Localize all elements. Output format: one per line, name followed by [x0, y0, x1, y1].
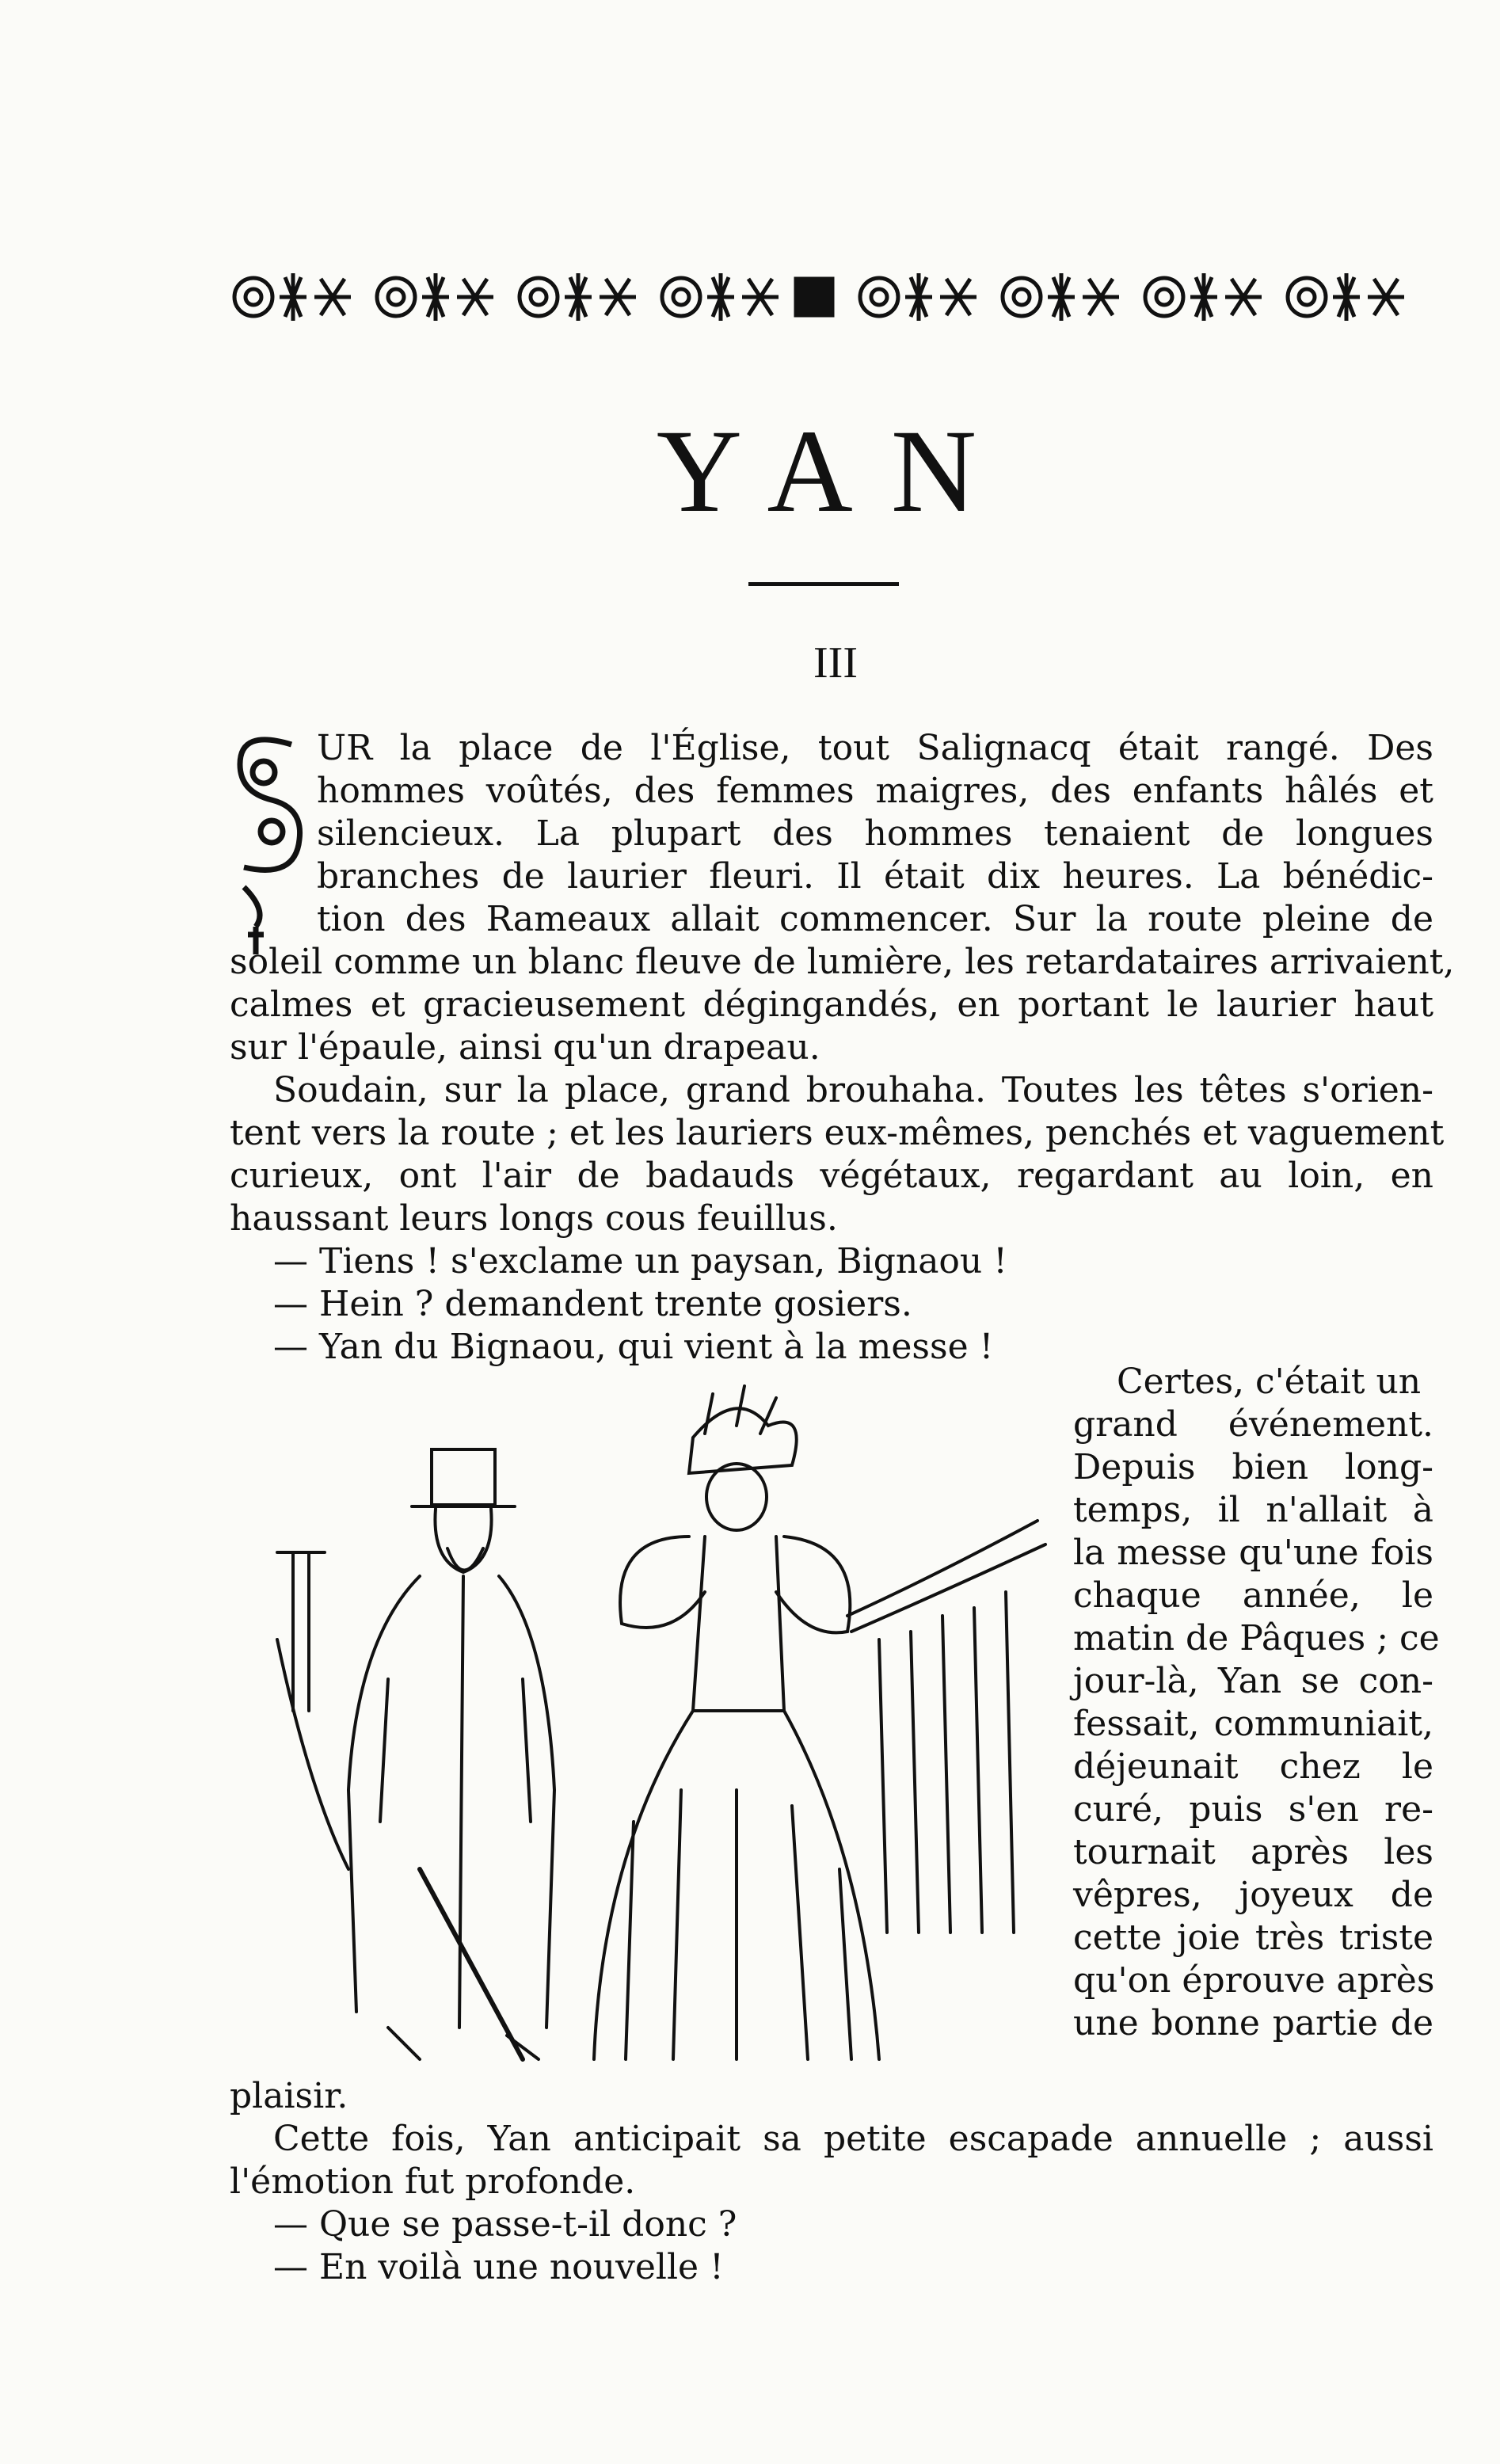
text-line: Cette fois, Yan anticipait sa petite escapade annuelle ; aussi — [273, 2119, 1433, 2159]
dialogue-line: — Yan du Bignaou, qui vient à la messe ! — [273, 1327, 994, 1367]
text-line: silencieux. La plupart des hommes tenaient de longues — [317, 813, 1433, 854]
text-line: la messe qu'une fois — [1073, 1533, 1433, 1573]
chapter-number: III — [813, 638, 858, 687]
text-line: cette joie très triste — [1073, 1918, 1433, 1958]
intro-paragraphs — [230, 727, 1455, 1369]
text-line: tent vers la route ; et les lauriers eux-mêmes, penchés et vaguement — [230, 1113, 1445, 1153]
text-line: sur l'épaule, ainsi qu'un drapeau. — [230, 1027, 820, 1068]
text-line: hommes voûtés, des femmes maigres, des enfants hâlés et — [317, 771, 1433, 811]
text-line: haussant leurs longs cous feuillus. — [230, 1198, 838, 1239]
couple-engraving-illustration-icon — [261, 1378, 1053, 2075]
text-line: Soudain, sur la place, grand brouhaha. Toutes les têtes s'orien- — [273, 1070, 1433, 1110]
text-line: matin de Pâques ; ce — [1073, 1618, 1440, 1659]
text-line: UR la place de l'Église, tout Salignacq était rangé. Des — [317, 728, 1433, 768]
text-line: temps, il n'allait à — [1073, 1490, 1433, 1530]
dialogue-line: — En voilà une nouvelle ! — [273, 2247, 724, 2287]
title-divider — [748, 582, 899, 586]
text-line: curé, puis s'en re- — [1073, 1789, 1433, 1830]
text-line: l'émotion fut profonde. — [230, 2161, 636, 2202]
text-line: une bonne partie de — [1073, 2003, 1433, 2043]
text-line: déjeunait chez le — [1073, 1746, 1433, 1787]
text-line: grand événement. — [1073, 1404, 1433, 1445]
text-line: jour-là, Yan se con- — [1073, 1661, 1433, 1701]
floral-band-ornament-icon — [226, 269, 1430, 325]
text-line: vêpres, joyeux de — [1073, 1875, 1433, 1915]
text-line: tournait après les — [1073, 1832, 1433, 1872]
dialogue-line: — Tiens ! s'exclame un paysan, Bignaou ! — [273, 1241, 1007, 1282]
text-line: soleil comme un blanc fleuve de lumière, les retardataires arrivaient, — [230, 942, 1455, 982]
closing-paragraphs — [230, 2075, 1433, 2289]
text-line: tion des Rameaux allait commencer. Sur la route pleine de — [317, 899, 1433, 939]
side-column-text — [1073, 1361, 1440, 2045]
text-line: qu'on éprouve après — [1073, 1960, 1435, 2001]
text-line: chaque année, le — [1073, 1575, 1433, 1616]
dialogue-line: — Hein ? demandent trente gosiers. — [273, 1284, 912, 1324]
dialogue-line: — Que se passe-t-il donc ? — [273, 2204, 737, 2245]
text-line: plaisir. — [230, 2076, 348, 2116]
text-line: calmes et gracieusement dégingandés, en portant le laurier haut — [230, 984, 1433, 1025]
text-line: Depuis bien long- — [1073, 1447, 1433, 1487]
text-line: Certes, c'était un — [1117, 1361, 1422, 1402]
text-line: curieux, ont l'air de badauds végétaux, regardant au loin, en — [230, 1156, 1433, 1196]
page-title: YAN — [656, 406, 1015, 537]
text-line: fessait, communiait, — [1073, 1704, 1433, 1744]
text-line: branches de laurier fleuri. Il était dix heures. La bénédic- — [317, 856, 1433, 897]
